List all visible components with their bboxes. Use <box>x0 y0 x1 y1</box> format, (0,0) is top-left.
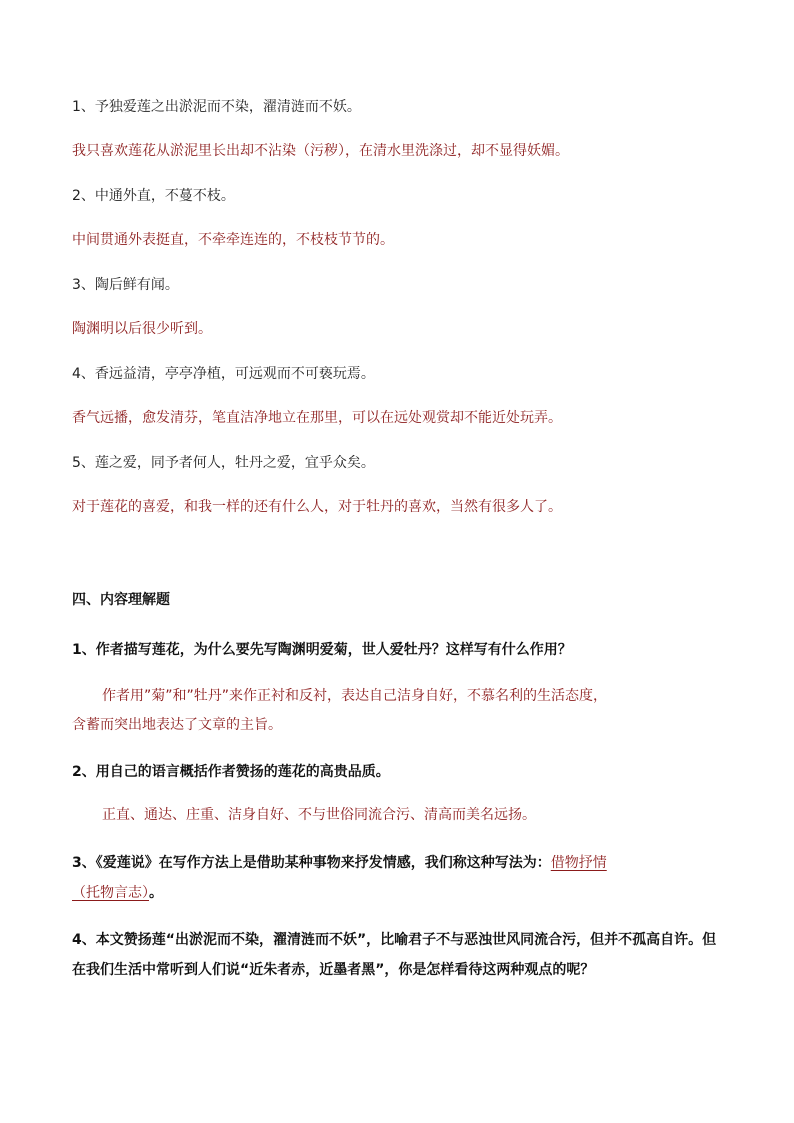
comprehension-question-3-end: 。 <box>149 885 163 901</box>
translation-answer-4: 香气远播，愈发清芬，笔直洁净地立在那里，可以在远处观赏却不能近处玩弄。 <box>72 410 562 426</box>
comprehension-answer-1-line1: 作者用”菊”和”牡丹”来作正衬和反衬，表达自己洁身自好，不慕名利的生活态度， <box>102 688 608 704</box>
comprehension-question-4: 4、本文赞扬莲“出淤泥而不染，濯清涟而不妖”，比喻君子不与恶浊世风同流合污，但并不孤高自许。但在我们生活中常听到人们说“近朱者赤，近墨者黑”，你是怎样看待这两种观点的呢？ <box>72 932 717 978</box>
translation-question-1: 1、予独爱莲之出淤泥而不染，濯清涟而不妖。 <box>72 99 361 115</box>
comprehension-question-3 <box>72 848 722 908</box>
comprehension-answer-3-part1: 借物抒情 <box>550 855 607 871</box>
comprehension-answer-3-part2: （托物言志） <box>72 885 149 901</box>
comprehension-answer-2: 正直、通达、庄重、洁身自好、不与世俗同流合污、清高而美名远扬。 <box>102 807 536 823</box>
translation-answer-1: 我只喜欢莲花从淤泥里长出却不沾染（污秽），在清水里洗涤过，却不显得妖媚。 <box>72 143 569 159</box>
comprehension-question-1: 1、作者描写莲花，为什么要先写陶渊明爱菊，世人爱牡丹？这样写有什么作用？ <box>72 642 572 658</box>
translation-answer-3: 陶渊明以后很少听到。 <box>72 321 212 337</box>
translation-question-2: 2、中通外直，不蔓不枝。 <box>72 188 235 204</box>
comprehension-question-3-text: 3、《爱莲说》在写作方法上是借助某种事物来抒发情感，我们称这种写法为： <box>72 855 551 871</box>
translation-answer-5: 对于莲花的喜爱，和我一样的还有什么人，对于牡丹的喜欢，当然有很多人了。 <box>72 499 562 515</box>
translation-question-5: 5、莲之爱，同予者何人，牡丹之爱，宜乎众矣。 <box>72 455 375 471</box>
translation-answer-2: 中间贯通外表挺直，不牵牵连连的，不枝枝节节的。 <box>72 232 394 248</box>
section-title: 四、内容理解题 <box>72 592 170 608</box>
comprehension-question-2: 2、用自己的语言概括作者赞扬的莲花的高贵品质。 <box>72 764 390 780</box>
translation-question-4: 4、香远益清，亭亭净植，可远观而不可亵玩焉。 <box>72 366 375 382</box>
comprehension-answer-1-line2: 含蓄而突出地表达了文章的主旨。 <box>72 717 282 733</box>
translation-question-3: 3、陶后鲜有闻。 <box>72 277 179 293</box>
